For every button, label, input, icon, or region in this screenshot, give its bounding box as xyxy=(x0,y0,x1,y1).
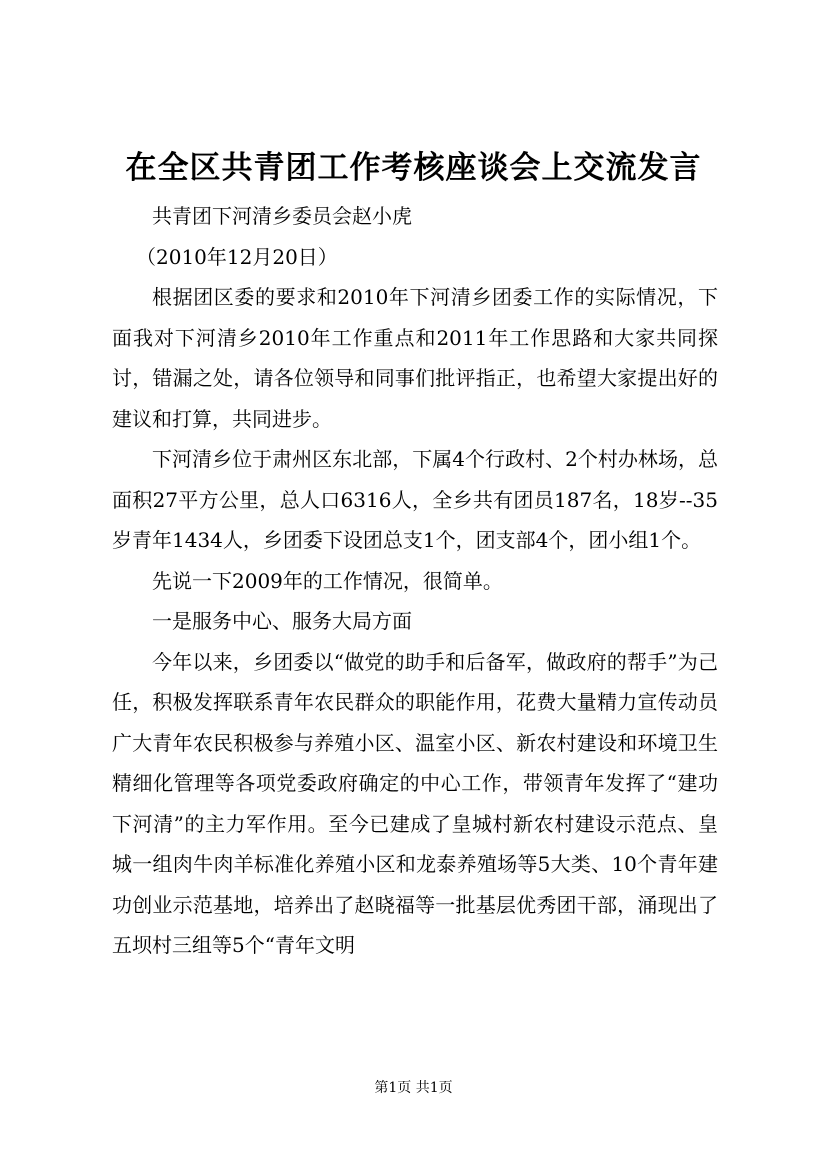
paragraph: 先说一下2009年的工作情况，很简单。 xyxy=(152,568,503,593)
section-heading: 一是服务中心、服务大局方面 xyxy=(152,609,412,633)
date-line: （2010年12月20日） xyxy=(136,244,338,269)
document-body xyxy=(112,196,718,966)
paragraph: 今年以来，乡团委以“做党的助手和后备军，做政府的帮手”为己任，积极发挥联系青年农民群众的职能作用，花费大量精力宣传动员广大青年农民积极参与养殖小区、温室小区、新农村建设和环境卫生精细化管理等各项党委政府确定的中心工作，带领青年发挥了“建功下河清”的主力军作用。至今已建成了皇城村新农村建设示范点、皇城一组肉牛肉羊标准化养殖小区和龙泰养殖场等5大类、10个青年建功创业示范基地，培养出了赵晓福等一批基层优秀团干部，涌现出了五坝村三组等5个“青年文明 xyxy=(112,649,718,957)
page-footer: 第1页 共1页 xyxy=(374,1080,453,1096)
paragraph: 根据团区委的要求和2010年下河清乡团委工作的实际情况，下面我对下河清乡2010年工作重点和2011年工作思路和大家共同探讨，错漏之处，请各位领导和同事们批评指正，也希望大家提出好的建议和打算，共同进步。 xyxy=(112,285,718,431)
document-title: 在全区共青团工作考核座谈会上交流发言 xyxy=(125,150,702,186)
paragraph: 下河清乡位于肃州区东北部，下属4个行政村、2个村办林场，总面积27平方公里，总人口6316人，全乡共有团员187名，18岁--35岁青年1434人，乡团委下设团总支1个，团支部4个，团小组1个。 xyxy=(112,447,718,552)
author-line: 共青团下河清乡委员会赵小虎 xyxy=(152,204,412,228)
